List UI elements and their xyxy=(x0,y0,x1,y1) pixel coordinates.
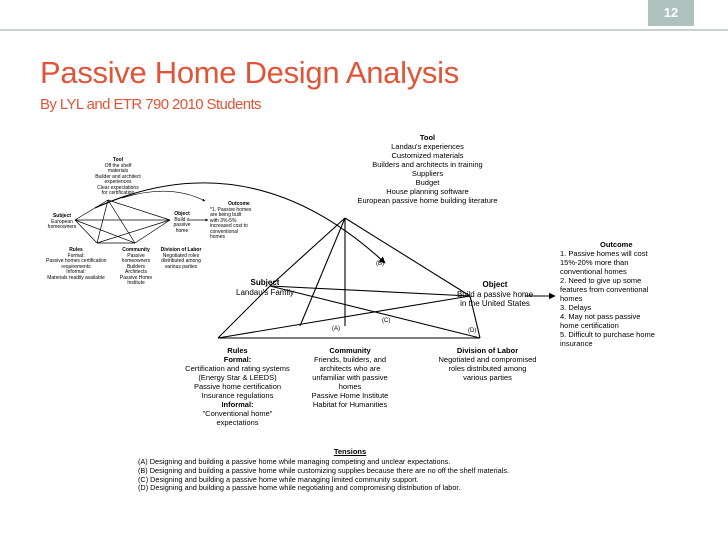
mini-community xyxy=(116,248,156,287)
main-community-line: architects who are xyxy=(319,364,381,373)
mini-community-line: Builders xyxy=(126,263,146,270)
main-object-heading: Object xyxy=(482,280,508,289)
main-division-line: Negotiated and compromised xyxy=(438,355,537,364)
main-outcome-line: features from conventional xyxy=(560,285,649,294)
mini-outcome-line: increased cost to xyxy=(210,223,248,229)
mini-community-line: homeowners xyxy=(121,258,151,264)
mini-outcome xyxy=(210,202,251,241)
mini-subject-line: European xyxy=(51,218,73,225)
main-outcome-line: home certification xyxy=(560,321,619,330)
main-community-heading: Community xyxy=(329,346,371,355)
mini-object-heading: Object xyxy=(174,211,190,217)
mini-outcome-line: homes xyxy=(210,234,226,240)
mini-object-line: passive xyxy=(173,222,191,228)
mini-community-line: Passive xyxy=(127,252,145,259)
marker-b: (B) xyxy=(376,261,384,267)
main-subject xyxy=(220,278,310,297)
main-object-line: in the United States xyxy=(460,299,530,309)
main-tool-line: Suppliers xyxy=(411,169,444,178)
main-community xyxy=(305,346,395,409)
mini-community-line: Architects xyxy=(125,269,147,275)
mini-division-heading: Division of Labor xyxy=(160,247,202,253)
slide-header-bar xyxy=(0,0,728,30)
main-subject-text: Landau's Family xyxy=(236,287,294,297)
tensions-list xyxy=(138,458,509,493)
main-rules-line: Passive home certification xyxy=(193,382,282,391)
main-rules-informal-label: Informal: xyxy=(221,400,254,409)
mini-rules-line: Informal: xyxy=(66,269,86,275)
slide-title: Passive Home Design Analysis xyxy=(40,55,459,90)
activity-system-diagram xyxy=(40,128,696,498)
main-tool xyxy=(340,133,515,205)
mini-community-line: Institute xyxy=(127,280,145,286)
main-rules-formal-label: Formal: xyxy=(223,355,252,364)
main-rules-line: (Energy Star & LEEDS) xyxy=(198,373,277,382)
mini-outcome-line: *1. Passive homes xyxy=(210,206,252,213)
mini-rules xyxy=(46,248,106,281)
main-outcome-line: 1. Passive homes will cost xyxy=(560,249,648,258)
main-rules-line: Insurance regulations xyxy=(201,391,274,400)
main-outcome xyxy=(560,240,655,348)
main-outcome-line: insurance xyxy=(560,339,593,348)
main-tool-line: European passive home building literature xyxy=(357,196,498,205)
main-division-heading: Division of Labor xyxy=(456,346,519,355)
main-outcome-heading: Outcome xyxy=(600,240,633,249)
main-division-line: various parties xyxy=(463,373,512,382)
mini-outcome-heading: Outcome xyxy=(228,201,250,207)
main-community-line: unfamiliar with passive xyxy=(312,373,388,382)
mini-tool-line: Clear expectations xyxy=(97,184,139,191)
mini-object-line: Build a xyxy=(174,216,190,223)
main-tool-line: Budget xyxy=(415,178,440,187)
mini-rules-heading: Rules xyxy=(69,247,83,253)
marker-c: (C) xyxy=(382,318,391,324)
main-tool-line: Landau's experiences xyxy=(391,142,464,151)
main-tool-line: Builders and architects in training xyxy=(372,160,483,169)
main-rules xyxy=(170,346,305,427)
header-divider xyxy=(0,29,728,31)
mini-division-of-labor xyxy=(156,248,206,270)
mini-division-line: distributed among xyxy=(161,258,201,264)
main-tool-line: House planning software xyxy=(386,187,469,196)
mini-tool-line: Off the shelf xyxy=(104,162,132,169)
main-outcome-line: 3. Delays xyxy=(560,303,592,312)
main-community-line: Passive Home Institute xyxy=(311,391,389,400)
tension-item: (D) Designing and building a passive home while negotiating and compromising distribution of labor. xyxy=(138,483,461,493)
mini-rules-line: Materials readily available xyxy=(47,274,105,281)
main-community-line: Friends, builders, and xyxy=(313,355,387,364)
mini-rules-line: Passive homes certification xyxy=(46,258,107,264)
marker-d: (D) xyxy=(468,328,477,334)
mini-outcome-line: conventional xyxy=(210,228,239,235)
mini-object-line: home xyxy=(175,227,189,234)
mini-tool-line: Builder and architect xyxy=(95,173,141,180)
mini-community-line: Passive Home xyxy=(119,274,153,281)
slide-subtitle: By LYL and ETR 790 2010 Students xyxy=(40,96,261,113)
tension-item: (B) Designing and building a passive home while customizing supplies because there are no off the shelf materials. xyxy=(138,465,509,475)
main-community-line: homes xyxy=(338,382,362,391)
main-rules-line: expectations xyxy=(216,418,259,427)
main-rules-line: Certification and rating systems xyxy=(185,364,290,373)
tension-item: (C) Designing and building a passive home while managing limited community support. xyxy=(138,474,419,484)
mini-subject-line: homeowners xyxy=(47,224,77,230)
main-outcome-line: 4. May not pass passive xyxy=(560,312,641,321)
main-subject-heading: Subject xyxy=(250,278,280,287)
mini-outcome-line: with 3%-5% xyxy=(210,217,237,224)
tensions-heading: Tensions xyxy=(333,447,367,456)
mini-tool-line: materials xyxy=(107,168,129,174)
mini-tool xyxy=(88,158,148,197)
mini-subject-heading: Subject xyxy=(52,213,72,219)
mini-division-line: Negotiated roles xyxy=(162,252,200,259)
mini-tool-heading: Tool xyxy=(112,157,124,163)
tension-item: (A) Designing and building a passive home while managing competing and unclear expectations. xyxy=(138,457,451,466)
mini-subject xyxy=(42,214,82,231)
main-community-line: Habitat for Humanities xyxy=(312,400,388,409)
marker-a: (A) xyxy=(332,326,340,332)
mini-object xyxy=(171,212,193,234)
main-division-of-labor xyxy=(430,346,545,382)
main-object xyxy=(440,280,550,309)
mini-rules-line: Formal: xyxy=(67,252,85,259)
main-outcome-line: conventional homes xyxy=(560,267,627,276)
main-rules-line: "Conventional home" xyxy=(202,409,273,418)
main-object-line: Build a passive home xyxy=(456,289,534,299)
mini-rules-line: requirements xyxy=(61,263,91,270)
mini-community-heading: Community xyxy=(122,247,150,253)
mini-tool-line: for certification xyxy=(101,190,135,196)
main-outcome-line: homes xyxy=(560,294,583,303)
main-outcome-line: 15%-20% more than xyxy=(560,258,629,267)
main-division-line: roles distributed among xyxy=(448,364,527,373)
main-tool-line: Customized materials xyxy=(391,151,464,160)
mini-outcome-line: are being built xyxy=(210,212,242,218)
mini-tool-line: experiences xyxy=(104,179,132,185)
main-tool-heading: Tool xyxy=(419,133,436,142)
mini-division-line: various parties xyxy=(164,263,198,270)
main-outcome-line: 5. Difficult to purchase home xyxy=(560,330,655,339)
page-number: 12 xyxy=(663,5,679,20)
main-outcome-line: 2. Need to give up some xyxy=(560,276,642,285)
main-rules-heading: Rules xyxy=(227,346,248,355)
